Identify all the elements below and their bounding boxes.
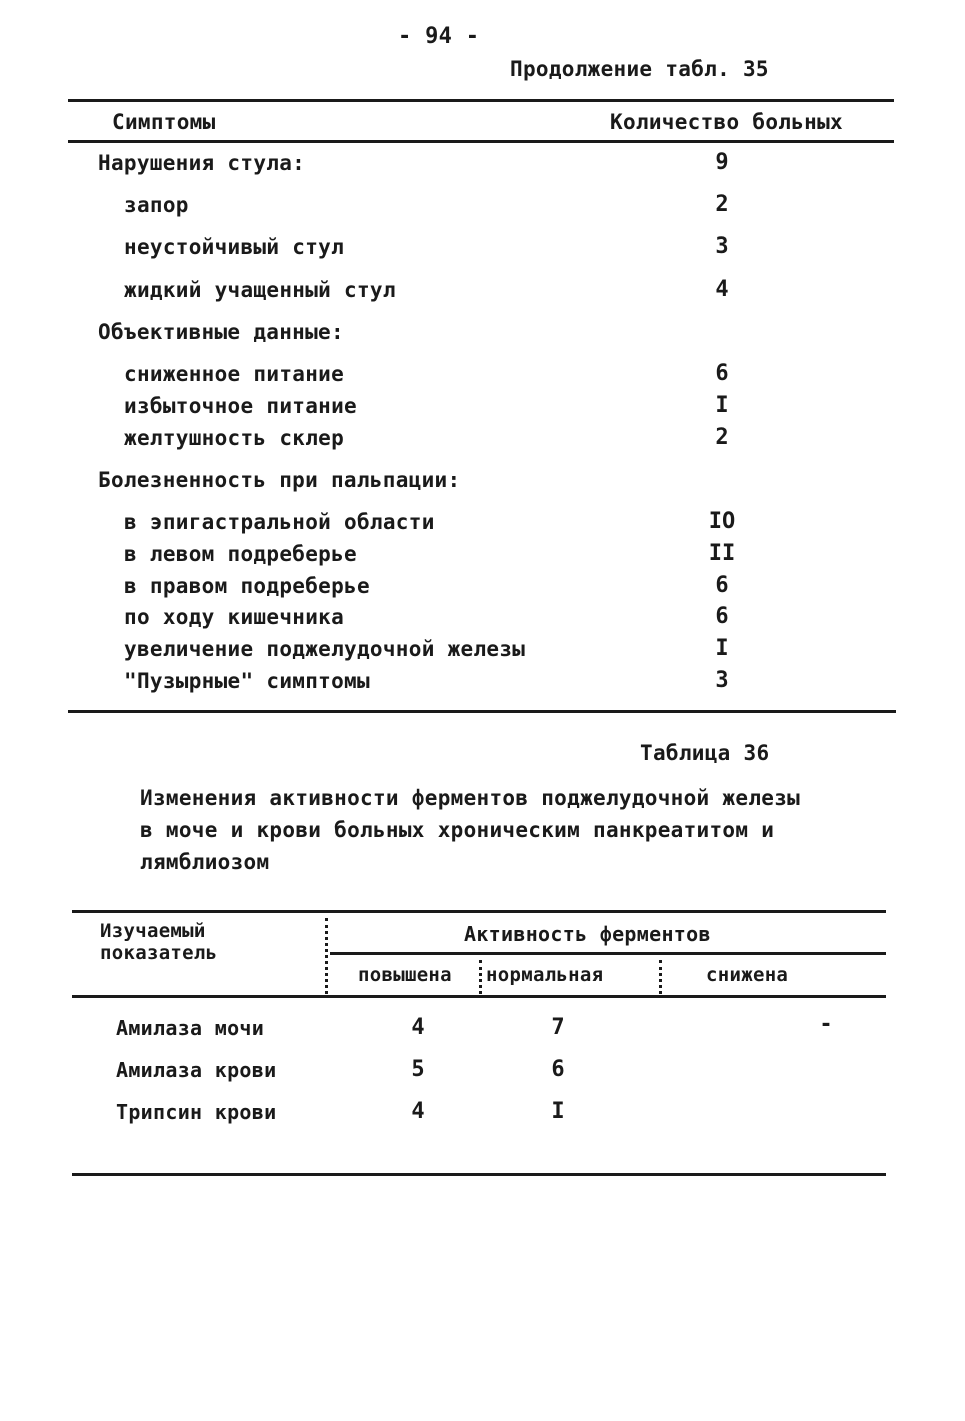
table-36-column-divider	[325, 918, 328, 994]
table-row-label: в эпигастральной области	[124, 510, 435, 534]
table-row-value: I	[715, 636, 729, 661]
table-row-label: Амилаза мочи	[116, 1016, 265, 1040]
table-35-header-rule	[68, 140, 894, 143]
table-row-value: 3	[715, 668, 729, 693]
page-number: - 94 -	[398, 24, 480, 49]
table-row-value: 2	[715, 425, 729, 450]
table-36-bottom-rule	[72, 1173, 886, 1176]
table-36-column-divider	[479, 960, 482, 994]
table-36-number-caption: Таблица 36	[640, 741, 770, 765]
table-36-header-normal: нормальная	[486, 964, 604, 986]
table-row-value: IO	[708, 509, 736, 534]
table-row-label: запор	[124, 193, 189, 217]
table-row-label: "Пузырные" симптомы	[124, 669, 370, 693]
table-36-header-decreased: снижена	[706, 964, 789, 986]
table-row-value: 6	[715, 573, 729, 598]
table-row-normal: I	[551, 1099, 565, 1124]
table-36-header-rule	[72, 995, 886, 998]
table-35-top-rule	[68, 99, 894, 102]
table-row-increased: 4	[411, 1015, 425, 1040]
table-36-header-indicator-line-2: показатель	[100, 942, 218, 964]
table-36-column-divider	[659, 960, 662, 994]
table-row-label: избыточное питание	[124, 394, 357, 418]
table-row-label: Болезненность при пальпации:	[98, 468, 461, 492]
table-35-header-count: Количество больных	[610, 110, 843, 134]
continuation-caption: Продолжение табл. 35	[510, 57, 769, 81]
table-36-header-increased: повышена	[358, 964, 452, 986]
table-row-value: 6	[715, 604, 729, 629]
table-row-label: Нарушения стула:	[98, 151, 306, 175]
table-row-value: I	[715, 393, 729, 418]
table-row-decreased: -	[819, 1012, 833, 1037]
table-35-bottom-rule	[68, 710, 896, 713]
table-row-label: сниженное питание	[124, 362, 345, 386]
table-row-value: 6	[715, 361, 729, 386]
table-row-label: Трипсин крови	[116, 1100, 277, 1124]
table-36-title-line-1: Изменения активности ферментов поджелудочной железы	[140, 786, 801, 810]
table-row-label: неустойчивый стул	[124, 235, 345, 259]
table-row-label: в левом подреберье	[124, 542, 357, 566]
table-row-value: 2	[715, 192, 729, 217]
table-36-header-indicator-line-1: Изучаемый	[100, 920, 206, 942]
table-36-title-line-2: в моче и крови больных хроническим панкреатитом и	[140, 818, 775, 842]
table-row-label: Объективные данные:	[98, 320, 344, 344]
table-row-label: увеличение поджелудочной железы	[124, 637, 526, 661]
table-row-label: жидкий учащенный стул	[124, 278, 396, 302]
table-36-header-group: Активность ферментов	[464, 922, 711, 946]
table-36-group-rule	[330, 952, 886, 955]
table-row-normal: 6	[551, 1057, 565, 1082]
table-row-label: желтушность склер	[124, 426, 345, 450]
table-row-value: 9	[715, 150, 729, 175]
table-35-header-symptoms: Симптомы	[112, 110, 216, 134]
table-row-label: в правом подреберье	[124, 574, 370, 598]
table-row-value: 4	[715, 277, 729, 302]
table-row-increased: 5	[411, 1057, 425, 1082]
table-36-title-line-3: лямблиозом	[140, 850, 270, 874]
table-row-increased: 4	[411, 1099, 425, 1124]
table-row-value: II	[708, 541, 736, 566]
table-36-top-rule	[72, 910, 886, 913]
table-row-label: Амилаза крови	[116, 1058, 277, 1082]
table-row-normal: 7	[551, 1015, 565, 1040]
table-row-label: по ходу кишечника	[124, 605, 345, 629]
table-row-value: 3	[715, 234, 729, 259]
